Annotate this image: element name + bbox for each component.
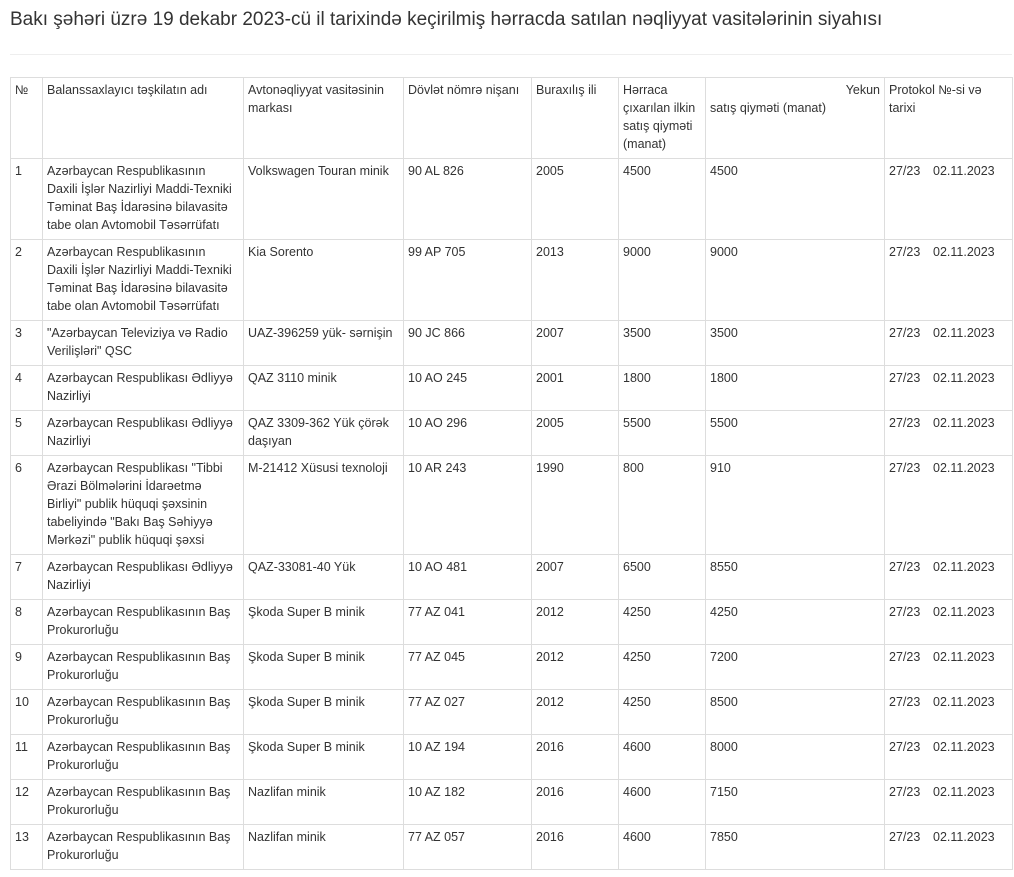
cell-org: Azərbaycan Respublikasının Baş Prokurorluğu <box>43 735 244 780</box>
table-row <box>11 456 1013 555</box>
cell-org: Azərbaycan Respublikası Ədliyyə Nazirliyi <box>43 555 244 600</box>
table-row <box>11 240 1013 321</box>
cell-plate: 90 AL 826 <box>404 159 532 240</box>
header-initial-price: Hərraca çıxarılan ilkin satış qiyməti (manat) <box>619 78 706 159</box>
header-brand: Avtonəqliyyat vasitəsinin markası <box>244 78 404 159</box>
cell-year: 1990 <box>532 456 619 555</box>
cell-protocol <box>885 735 1013 780</box>
cell-protocol <box>885 555 1013 600</box>
protocol-number: 27/23 <box>889 830 921 844</box>
cell-plate: 10 AZ 194 <box>404 735 532 780</box>
cell-final-price: 5500 <box>706 411 885 456</box>
protocol-date: 02.11.2023 <box>933 650 995 664</box>
cell-protocol <box>885 825 1013 870</box>
cell-final-price: 9000 <box>706 240 885 321</box>
protocol-date: 02.11.2023 <box>933 695 995 709</box>
cell-protocol <box>885 600 1013 645</box>
protocol-number: 27/23 <box>889 416 921 430</box>
cell-no: 3 <box>11 321 43 366</box>
cell-initial-price: 9000 <box>619 240 706 321</box>
cell-final-price: 7200 <box>706 645 885 690</box>
table-row <box>11 555 1013 600</box>
cell-year: 2012 <box>532 645 619 690</box>
cell-no: 12 <box>11 780 43 825</box>
cell-final-price: 910 <box>706 456 885 555</box>
protocol-number: 27/23 <box>889 245 921 259</box>
cell-org: "Azərbaycan Televiziya və Radio Verilişləri" QSC <box>43 321 244 366</box>
cell-plate: 10 AZ 182 <box>404 780 532 825</box>
cell-initial-price: 4250 <box>619 645 706 690</box>
cell-plate: 10 AR 243 <box>404 456 532 555</box>
cell-plate: 77 AZ 027 <box>404 690 532 735</box>
cell-brand: QAZ-33081-40 Yük <box>244 555 404 600</box>
cell-org: Azərbaycan Respublikasının Daxili İşlər Nazirliyi Maddi-Texniki Təminat Baş İdarəsinə bilavasitə tabe olan Avtomobil Təsərrüfatı <box>43 159 244 240</box>
cell-protocol <box>885 159 1013 240</box>
cell-final-price: 7150 <box>706 780 885 825</box>
cell-protocol <box>885 321 1013 366</box>
cell-protocol <box>885 411 1013 456</box>
cell-final-price: 4500 <box>706 159 885 240</box>
cell-org: Azərbaycan Respublikasının Baş Prokurorluğu <box>43 825 244 870</box>
cell-no: 8 <box>11 600 43 645</box>
table-row <box>11 780 1013 825</box>
cell-year: 2016 <box>532 825 619 870</box>
header-final-price <box>706 78 885 159</box>
cell-org: Azərbaycan Respublikasının Baş Prokurorluğu <box>43 600 244 645</box>
protocol-number: 27/23 <box>889 785 921 799</box>
cell-final-price: 3500 <box>706 321 885 366</box>
cell-protocol <box>885 366 1013 411</box>
cell-protocol <box>885 690 1013 735</box>
cell-no: 7 <box>11 555 43 600</box>
table-row <box>11 600 1013 645</box>
protocol-date: 02.11.2023 <box>933 371 995 385</box>
cell-initial-price: 5500 <box>619 411 706 456</box>
cell-plate: 99 AP 705 <box>404 240 532 321</box>
table-row <box>11 321 1013 366</box>
protocol-number: 27/23 <box>889 164 921 178</box>
cell-year: 2005 <box>532 159 619 240</box>
cell-brand: Şkoda Super B minik <box>244 645 404 690</box>
cell-year: 2007 <box>532 321 619 366</box>
header-protocol: Protokol №-si və tarixi <box>885 78 1013 159</box>
protocol-date: 02.11.2023 <box>933 605 995 619</box>
protocol-date: 02.11.2023 <box>933 785 995 799</box>
table-row <box>11 690 1013 735</box>
cell-brand: Nazlifan minik <box>244 825 404 870</box>
vehicles-table <box>10 77 1013 870</box>
cell-org: Azərbaycan Respublikası Ədliyyə Nazirliyi <box>43 366 244 411</box>
cell-year: 2005 <box>532 411 619 456</box>
cell-brand: QAZ 3309-362 Yük çörək daşıyan <box>244 411 404 456</box>
protocol-date: 02.11.2023 <box>933 740 995 754</box>
cell-brand: Şkoda Super B minik <box>244 690 404 735</box>
cell-initial-price: 4250 <box>619 690 706 735</box>
table-header-row <box>11 78 1013 159</box>
cell-initial-price: 3500 <box>619 321 706 366</box>
protocol-number: 27/23 <box>889 326 921 340</box>
cell-protocol <box>885 780 1013 825</box>
cell-org: Azərbaycan Respublikası "Tibbi Ərazi Bölmələrini İdarəetmə Birliyi" publik hüquqi şəxsinin tabeliyində "Bakı Baş Səhiyyə Mərkəzi" publik hüquqi şəxsi <box>43 456 244 555</box>
cell-no: 5 <box>11 411 43 456</box>
cell-plate: 10 AO 296 <box>404 411 532 456</box>
cell-plate: 77 AZ 057 <box>404 825 532 870</box>
cell-org: Azərbaycan Respublikasının Baş Prokurorluğu <box>43 645 244 690</box>
protocol-number: 27/23 <box>889 695 921 709</box>
header-year: Buraxılış ili <box>532 78 619 159</box>
cell-brand: Kia Sorento <box>244 240 404 321</box>
protocol-date: 02.11.2023 <box>933 164 995 178</box>
table-row <box>11 366 1013 411</box>
cell-protocol <box>885 240 1013 321</box>
table-row <box>11 735 1013 780</box>
cell-year: 2016 <box>532 780 619 825</box>
table-row <box>11 411 1013 456</box>
table-row <box>11 645 1013 690</box>
cell-final-price: 8500 <box>706 690 885 735</box>
cell-plate: 10 AO 481 <box>404 555 532 600</box>
cell-protocol <box>885 645 1013 690</box>
cell-brand: Nazlifan minik <box>244 780 404 825</box>
cell-final-price: 4250 <box>706 600 885 645</box>
cell-brand: Volkswagen Touran minik <box>244 159 404 240</box>
protocol-number: 27/23 <box>889 461 921 475</box>
cell-initial-price: 6500 <box>619 555 706 600</box>
cell-no: 2 <box>11 240 43 321</box>
protocol-number: 27/23 <box>889 740 921 754</box>
protocol-number: 27/23 <box>889 605 921 619</box>
cell-org: Azərbaycan Respublikasının Baş Prokurorluğu <box>43 690 244 735</box>
header-org: Balanssaxlayıcı təşkilatın adı <box>43 78 244 159</box>
cell-final-price: 1800 <box>706 366 885 411</box>
cell-no: 9 <box>11 645 43 690</box>
protocol-date: 02.11.2023 <box>933 416 995 430</box>
cell-initial-price: 4600 <box>619 825 706 870</box>
cell-year: 2012 <box>532 690 619 735</box>
cell-brand: Şkoda Super B minik <box>244 735 404 780</box>
cell-initial-price: 4600 <box>619 780 706 825</box>
cell-initial-price: 4250 <box>619 600 706 645</box>
cell-org: Azərbaycan Respublikasının Daxili İşlər Nazirliyi Maddi-Texniki Təminat Baş İdarəsinə bilavasitə tabe olan Avtomobil Təsərrüfatı <box>43 240 244 321</box>
cell-initial-price: 4500 <box>619 159 706 240</box>
table-row <box>11 825 1013 870</box>
cell-no: 4 <box>11 366 43 411</box>
cell-final-price: 8550 <box>706 555 885 600</box>
header-no: № <box>11 78 43 159</box>
title-divider <box>10 54 1012 55</box>
cell-org: Azərbaycan Respublikası Ədliyyə Nazirliyi <box>43 411 244 456</box>
cell-year: 2016 <box>532 735 619 780</box>
cell-no: 1 <box>11 159 43 240</box>
header-final-price-line1: Yekun <box>845 83 880 97</box>
cell-year: 2013 <box>532 240 619 321</box>
cell-year: 2007 <box>532 555 619 600</box>
cell-plate: 90 JC 866 <box>404 321 532 366</box>
cell-plate: 77 AZ 041 <box>404 600 532 645</box>
cell-final-price: 7850 <box>706 825 885 870</box>
protocol-number: 27/23 <box>889 371 921 385</box>
cell-org: Azərbaycan Respublikasının Baş Prokurorluğu <box>43 780 244 825</box>
cell-brand: UAZ-396259 yük- sərnişin <box>244 321 404 366</box>
cell-year: 2012 <box>532 600 619 645</box>
header-plate: Dövlət nömrə nişanı <box>404 78 532 159</box>
header-final-price-line2: satış qiyməti (manat) <box>710 101 827 115</box>
cell-no: 10 <box>11 690 43 735</box>
cell-plate: 10 AO 245 <box>404 366 532 411</box>
cell-plate: 77 AZ 045 <box>404 645 532 690</box>
cell-no: 11 <box>11 735 43 780</box>
protocol-date: 02.11.2023 <box>933 560 995 574</box>
cell-brand: Şkoda Super B minik <box>244 600 404 645</box>
page-title: Bakı şəhəri üzrə 19 dekabr 2023-cü il tarixində keçirilmiş hərracda satılan nəqliyyat vasitələrinin siyahısı <box>10 9 883 30</box>
protocol-date: 02.11.2023 <box>933 830 995 844</box>
cell-brand: M-21412 Xüsusi texnoloji <box>244 456 404 555</box>
cell-no: 13 <box>11 825 43 870</box>
cell-initial-price: 1800 <box>619 366 706 411</box>
table-row <box>11 159 1013 240</box>
cell-initial-price: 4600 <box>619 735 706 780</box>
cell-brand: QAZ 3110 minik <box>244 366 404 411</box>
protocol-date: 02.11.2023 <box>933 245 995 259</box>
protocol-number: 27/23 <box>889 560 921 574</box>
cell-protocol <box>885 456 1013 555</box>
protocol-date: 02.11.2023 <box>933 326 995 340</box>
protocol-number: 27/23 <box>889 650 921 664</box>
cell-final-price: 8000 <box>706 735 885 780</box>
cell-no: 6 <box>11 456 43 555</box>
cell-initial-price: 800 <box>619 456 706 555</box>
cell-year: 2001 <box>532 366 619 411</box>
protocol-date: 02.11.2023 <box>933 461 995 475</box>
